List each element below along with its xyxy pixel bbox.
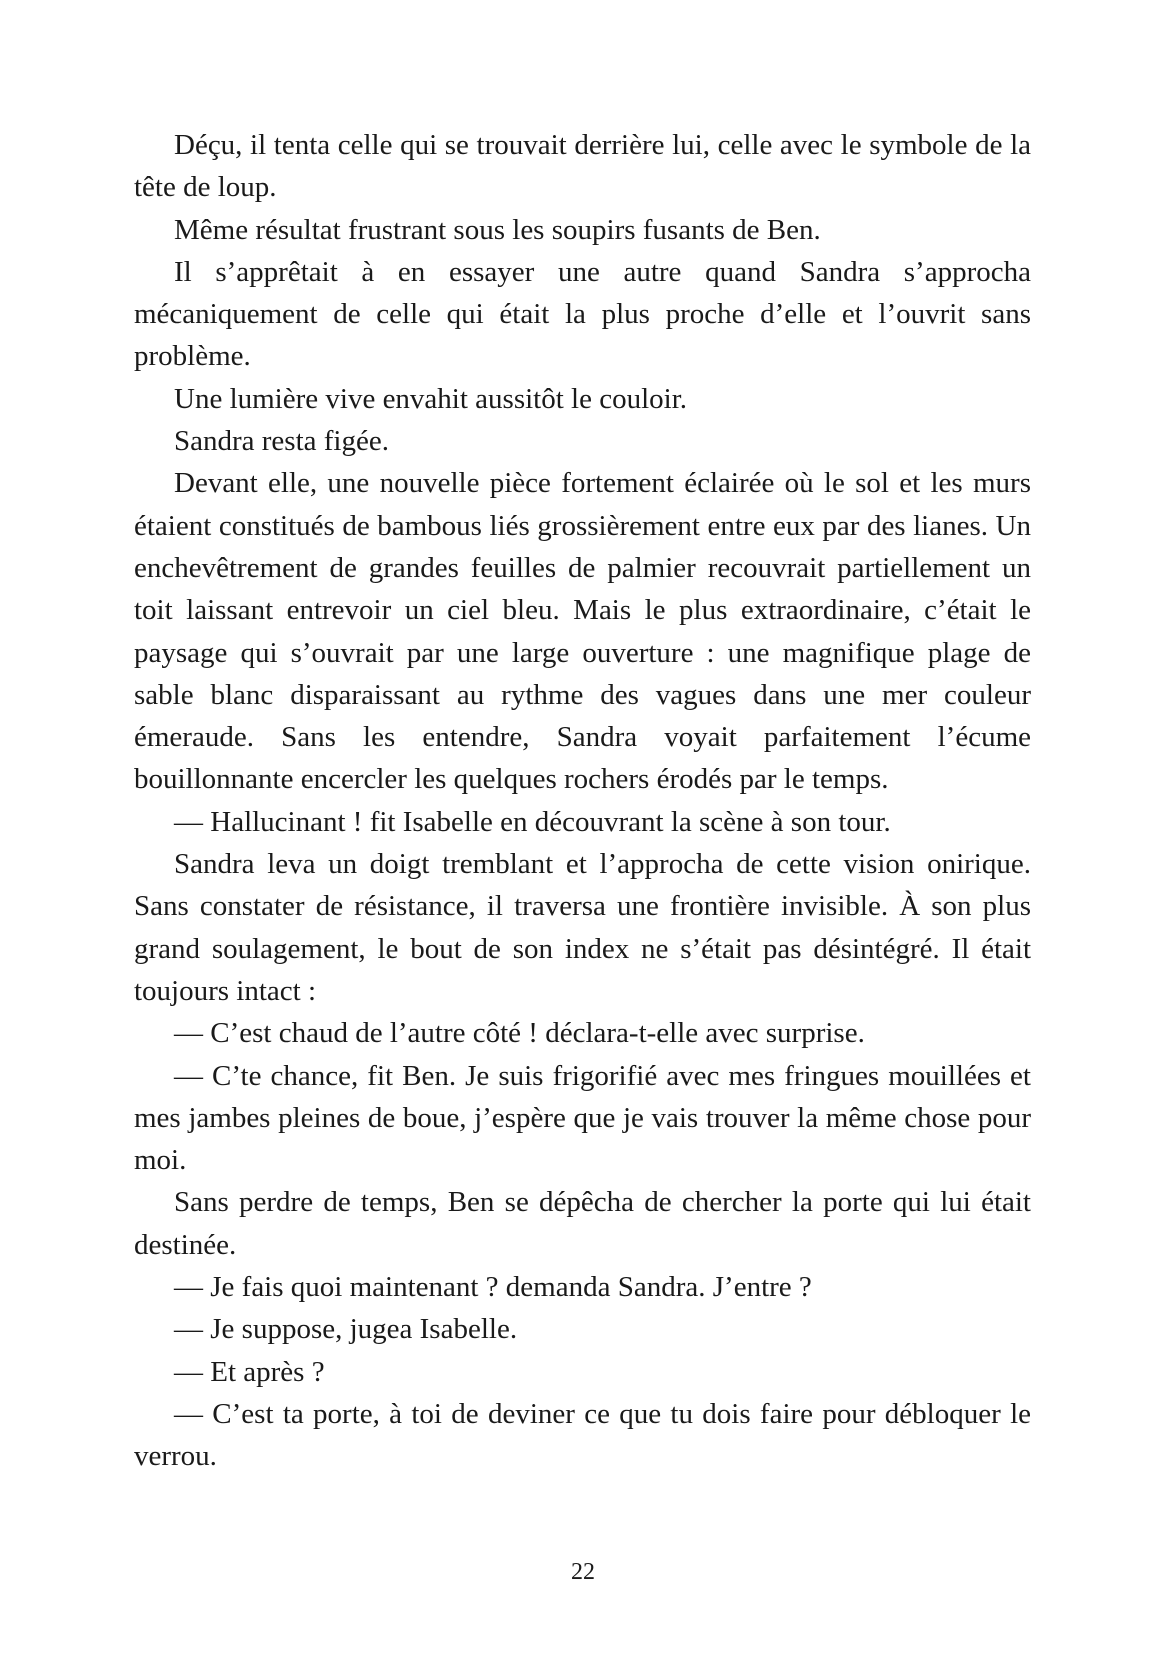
paragraph: — Hallucinant ! fit Isabelle en découvrant la scène à son tour. [174,805,891,838]
body-text [134,124,1031,1478]
paragraph: Sans perdre de temps, Ben se dépêcha de chercher la porte qui lui était destinée. [134,1186,1031,1261]
paragraph: — Je fais quoi maintenant ? demanda Sandra. J’entre ? [174,1271,812,1304]
paragraph: — C’est chaud de l’autre côté ! déclara-t-elle avec surprise. [174,1017,865,1050]
paragraph: — C’te chance, fit Ben. Je suis frigorifié avec mes fringues mouillées et mes jambes pleines de boue, j’espère que je vais trouver la même chose pour moi. [134,1059,1031,1177]
paragraph: Sandra resta figée. [174,425,389,458]
paragraph: — Je suppose, jugea Isabelle. [174,1313,518,1346]
paragraph: Il s’apprêtait à en essayer une autre quand Sandra s’approcha mécaniquement de celle qui était la plus proche d’elle et l’ouvrit sans problème. [134,255,1031,373]
paragraph: — Et après ? [174,1355,325,1388]
paragraph: Déçu, il tenta celle qui se trouvait derrière lui, celle avec le symbole de la tête de loup. [134,129,1031,204]
paragraph: — C’est ta porte, à toi de deviner ce que tu dois faire pour débloquer le verrou. [134,1397,1031,1473]
page-number: 22 [571,1559,595,1585]
paragraph: Devant elle, une nouvelle pièce fortement éclairée où le sol et les murs étaient constitués de bambous liés grossièrement entre eux par des lianes. Un enchevêtrement de grandes feuilles de palmier recouvrait partiellement un toit laissant entrevoir un ciel bleu. Mais le plus extraordinaire, c’était le paysage qui s’ouvrait par une large ouverture : une magnifique plage de sable blanc disparaissant au rythme des vagues dans une mer couleur émeraude. Sans les entendre, Sandra voyait parfaitement l’écume bouillonnante encercler les quelques rochers érodés par le temps. [134,467,1031,796]
paragraph: Une lumière vive envahit aussitôt le couloir. [174,382,688,415]
paragraph: Même résultat frustrant sous les soupirs fusants de Ben. [174,213,821,246]
paragraph: Sandra leva un doigt tremblant et l’approcha de cette vision onirique. Sans constater de résistance, il traversa une frontière invisible. À son plus grand soulagement, le bout de son index ne s’était pas désintégré. Il était toujours intact : [134,848,1031,1007]
